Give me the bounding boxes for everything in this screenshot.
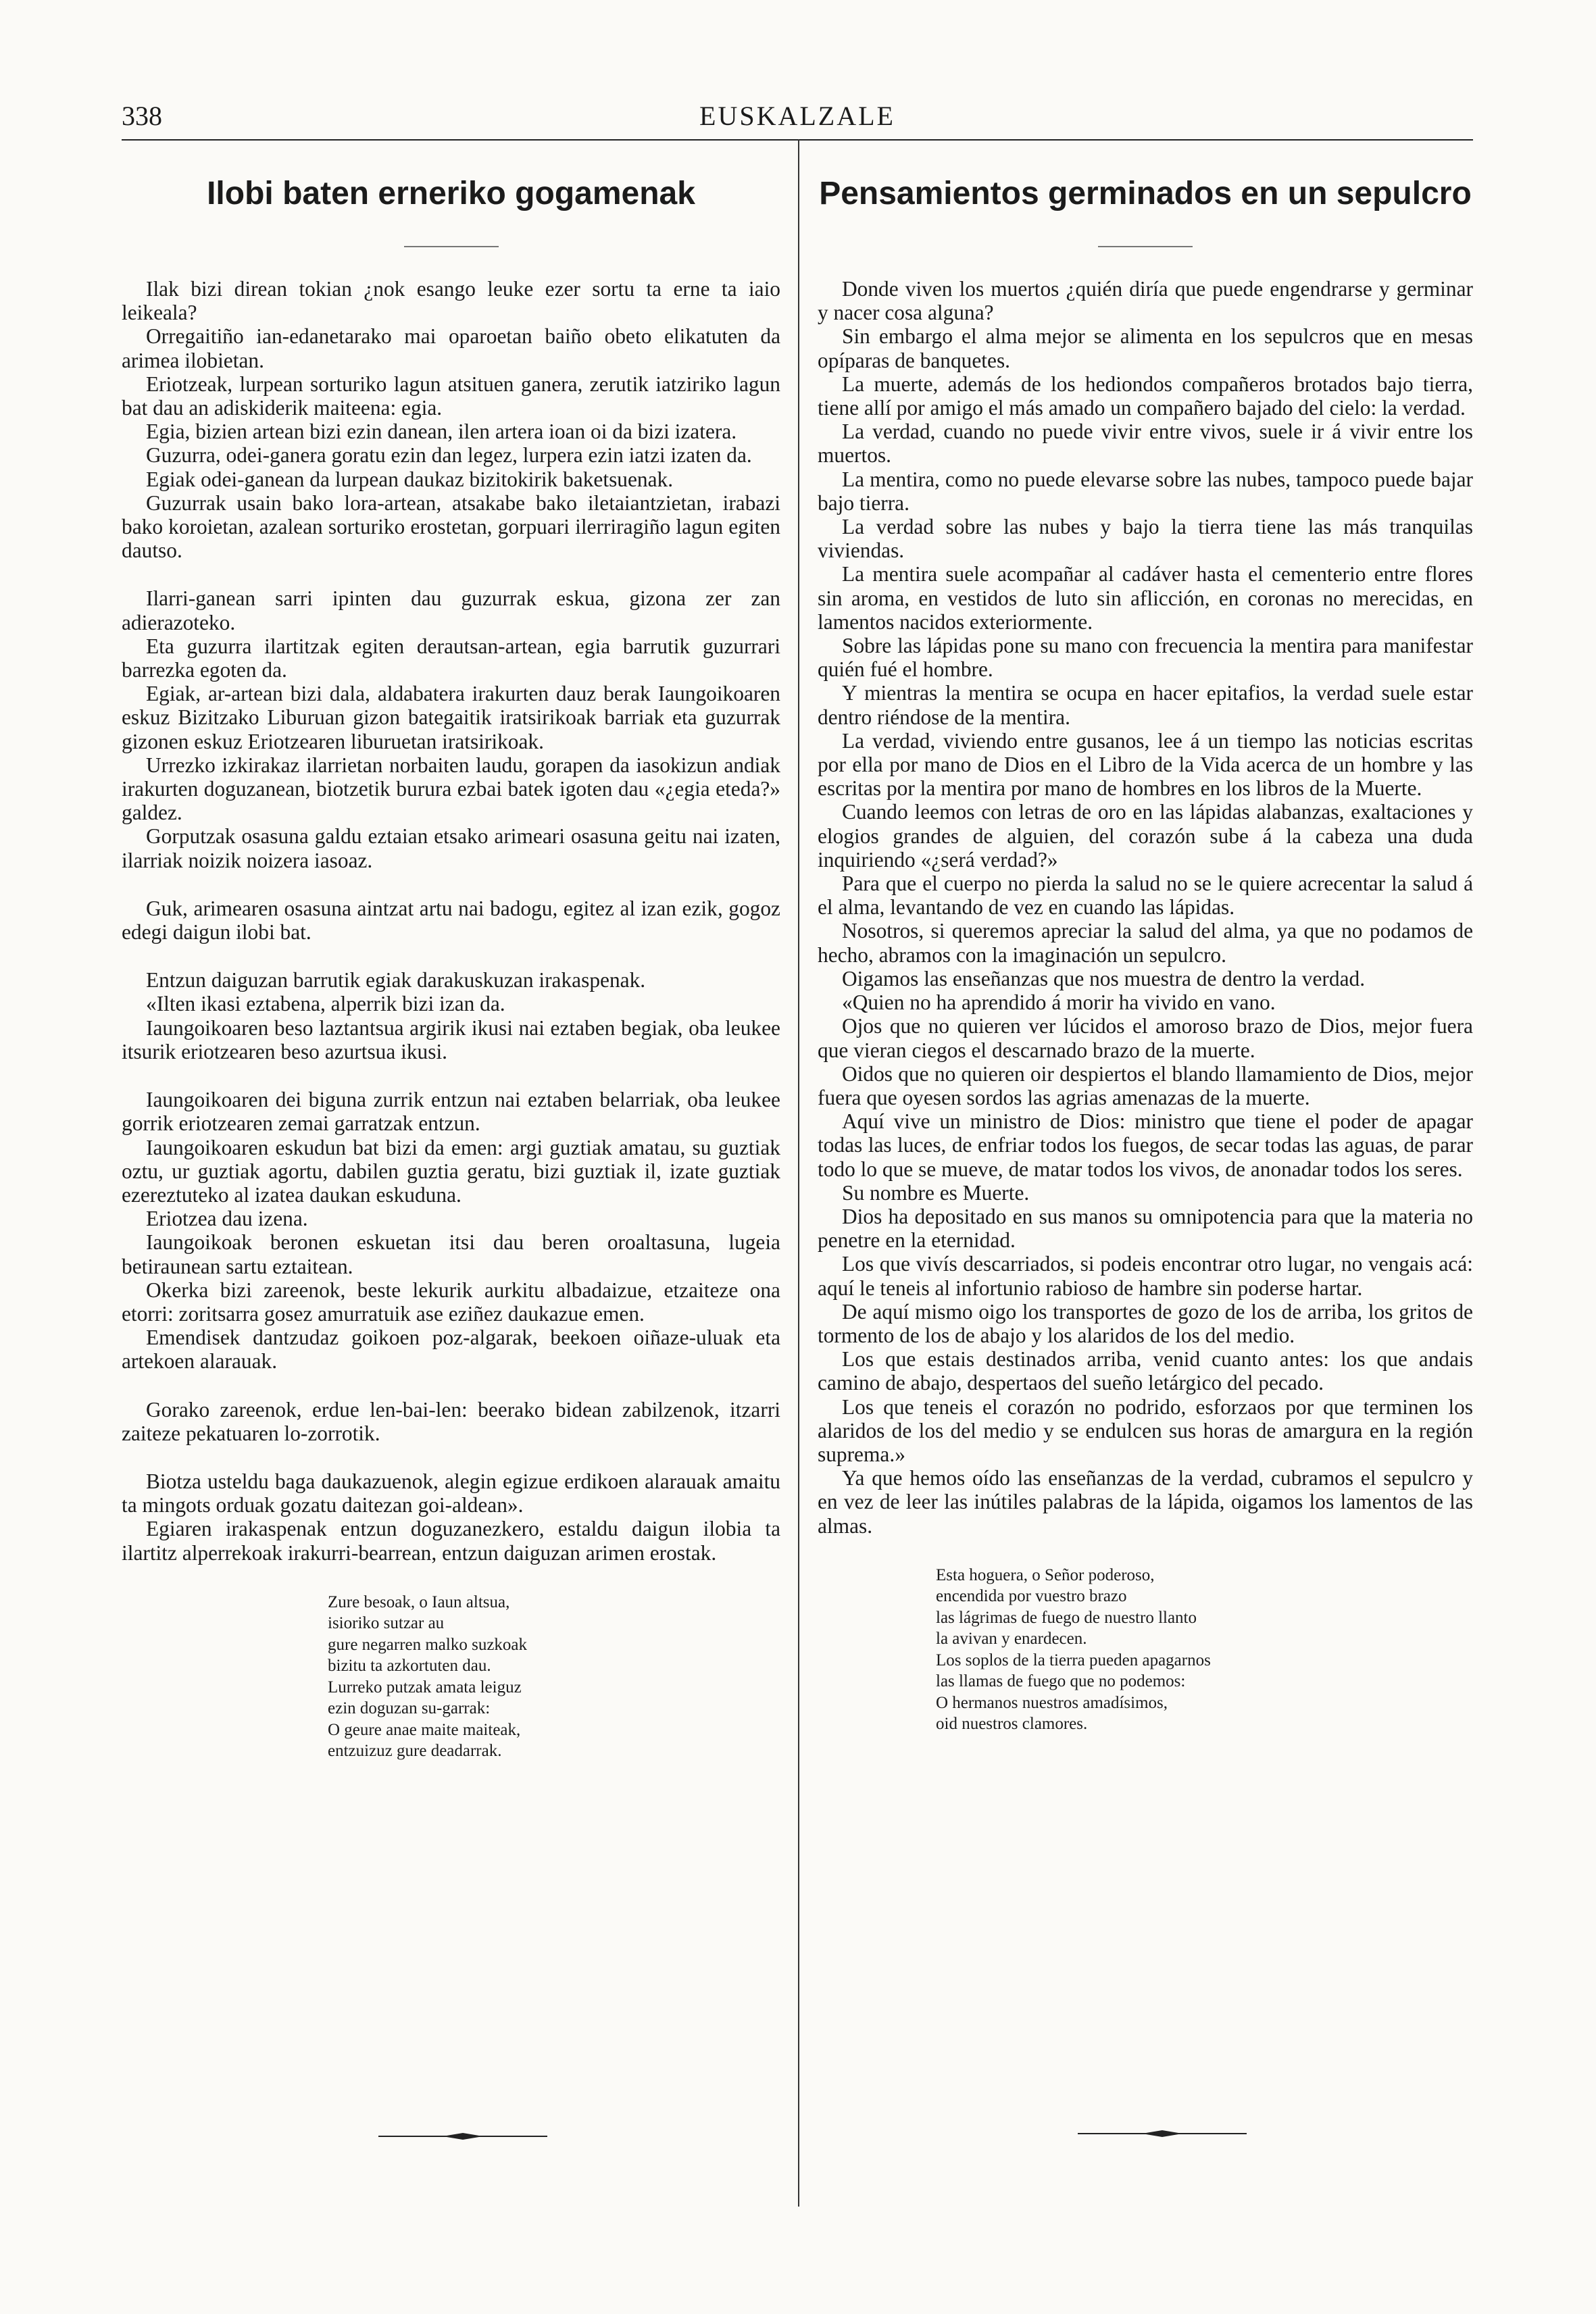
page-number: 338: [122, 101, 162, 131]
paragraph: Ojos que no quieren ver lúcidos el amoroso brazo de Dios, mejor fuera que vieran ciegos el descarnado brazo de la muerte.: [818, 1014, 1473, 1062]
paragraph: La verdad, cuando no puede vivir entre vivos, suele ir á vivir entre los muertos.: [818, 420, 1473, 468]
paragraph: Su nombre es Muerte.: [842, 1180, 1030, 1205]
paragraph: Emendisek dantzudaz goikoen poz-algarak, beekoen oiñaze-uluak eta artekoen alarauak.: [122, 1326, 780, 1374]
paragraph: Egiak odei-ganean da lurpean daukaz bizitokirik baketsuenak.: [146, 467, 674, 491]
paragraph: Sobre las lápidas pone su mano con frecuencia la mentira para manifestar quién fué el hombre.: [818, 634, 1473, 682]
paragraph: Eriotzea dau izena.: [146, 1207, 308, 1231]
paragraph: Iaungoikoaren eskudun bat bizi da emen: argi guztiak amatau, su guztiak oztu, ur guztiak agortu, dabilen guztia geratu, bizi guztiak il, izate guztiak ezereztuteko al izatea daukan eskuduna.: [122, 1135, 780, 1207]
spanish-article-title: Pensamientos germinados en un sepulcro: [819, 176, 1472, 211]
paragraph: Urrezko izkirakaz ilarrietan norbaiten laudu, gorapen da iasokizun andiak irakurten doguzanean, biotzetik burura ezbai batek igoten dau «¿egia eteda?» galdez.: [122, 753, 780, 825]
paragraph: Cuando leemos con letras de oro en las lápidas alabanzas, exaltaciones y elogios grandes de alguien, del corazón sube á la cabeza una duda inquiriendo «¿será verdad?»: [818, 800, 1473, 872]
basque-column: [122, 169, 780, 1762]
paragraph: Ilak bizi direan tokian ¿nok esango leuke ezer sortu ta erne ta iaio leikeala?: [122, 277, 780, 325]
paragraph: «Quien no ha aprendido á morir ha vivido en vano.: [842, 990, 1276, 1015]
title-rule: [1098, 246, 1193, 247]
paragraph: Orregaitiño ian-edanetarako mai oparoetan baiño obeto elikatuten da arimea ilobietan.: [122, 324, 780, 372]
paragraph: Gorako zareenok, erdue len-bai-len: beerako bidean zabilzenok, itzarri zaiteze pekatuaren lo-zorrotik.: [122, 1397, 780, 1445]
spanish-column: [818, 169, 1473, 1735]
paragraph: Egiaren irakaspenak entzun doguzanezkero, estaldu daigun ilobia ta ilartitz alperrekoak irakurri-bearrean, entzun daiguzan arimen erostak.: [122, 1517, 780, 1565]
paragraph: Dios ha depositado en sus manos su omnipotencia para que la materia no penetre en la eternidad.: [818, 1204, 1473, 1253]
paragraph: La verdad, viviendo entre gusanos, lee á un tiempo las noticias escritas por ella por mano de Dios en el Libro de la Vida acerca de un hombre y las escritas por la mentira por mano de hombres en los libros de la Muerte.: [818, 728, 1473, 801]
paragraph: La verdad sobre las nubes y bajo la tierra tiene las más tranquilas viviendas.: [818, 515, 1473, 563]
title-rule: [404, 246, 499, 247]
verse-line: Esta hoguera, o Señor poderoso,: [936, 1565, 1155, 1584]
paragraph: Nosotros, si queremos apreciar la salud del alma, ya que no podamos de hecho, abramos con la imaginación un sepulcro.: [818, 919, 1473, 967]
paragraph: Ya que hemos oído las enseñanzas de la verdad, cubramos el sepulcro y en vez de leer las inútiles palabras de la lápida, oigamos los lamentos de las almas.: [818, 1466, 1473, 1538]
verse-line: la avivan y enardecen.: [936, 1630, 1087, 1649]
spanish-article-body: [818, 277, 1473, 1538]
paragraph: Okerka bizi zareenok, beste lekurik aurkitu albadaizue, etzaiteze ona etorri: zoritsarra gosez amurratuik ase eziñez daukazue emen.: [122, 1278, 780, 1326]
end-ornament: [378, 2130, 547, 2143]
verse-line: O hermanos nuestros amadísimos,: [936, 1693, 1168, 1712]
paragraph: Los que vivís descarriados, si podeis encontrar otro lugar, no vengais acá: aquí le teneis al infortunio rabioso de hambre sin poderse hartar.: [818, 1252, 1473, 1300]
paragraph: Gorputzak osasuna galdu eztaian etsako arimeari osasuna geitu nai izaten, ilarriak noizik noizera iasoaz.: [122, 824, 780, 872]
paragraph: Ilarri-ganean sarri ipinten dau guzurrak eskua, gizona zer zan adierazoteko.: [122, 586, 780, 634]
paragraph: «Ilten ikasi eztabena, alperrik bizi izan da.: [146, 992, 505, 1016]
paragraph: Oigamos las enseñanzas que nos muestra de dentro la verdad.: [842, 966, 1366, 990]
verse-line: las lágrimas de fuego de nuestro llanto: [936, 1608, 1197, 1627]
paragraph: Los que teneis el corazón no podrido, esforzaos por que terminen los alaridos de los del medio y se endulcen sus horas de amargura en la región suprema.»: [818, 1394, 1473, 1466]
paragraph: La mentira, como no puede elevarse sobre las nubes, tampoco puede bajar bajo tierra.: [818, 467, 1473, 515]
paragraph: Sin embargo el alma mejor se alimenta en los sepulcros que en mesas opíparas de banquetes.: [818, 324, 1473, 372]
paragraph: Guzurrak usain bako lora-artean, atsakabe bako iletaiantzietan, irabazi bako koroietan, azalean sorturiko erostetan, gorpuari ilerriragiño lagun egiten dautso.: [122, 491, 780, 563]
verse-line: Zure besoak, o Iaun altsua,: [328, 1592, 510, 1611]
paragraph: Aquí vive un ministro de Dios: ministro que tiene el poder de apagar todas las luces, de enfriar todos los fuegos, de secar todas las aguas, de parar todo lo que se mueve, de matar todos los vivos, de anonadar todos los seres.: [818, 1109, 1473, 1181]
verse-line: entzuizuz gure deadarrak.: [328, 1742, 502, 1761]
paragraph: Iaungoikoaren beso laztantsua argirik ikusi nai eztaben begiak, oba leukee itsurik eriotzearen beso azurtsua ikusi.: [122, 1015, 780, 1063]
paragraph: Iaungoikoaren dei biguna zurrik entzun nai eztaben belarriak, oba leukee gorrik eriotzearen zemai garratzak entzun.: [122, 1088, 780, 1136]
paragraph: La muerte, además de los hediondos compañeros brotados bajo tierra, tiene allí por amigo el más amado un compañero bajado del cielo: la verdad.: [818, 372, 1473, 420]
verse-line: ezin doguzan su-garrak:: [328, 1699, 491, 1718]
verse-line: Los soplos de la tierra pueden apagarnos: [936, 1651, 1211, 1669]
column-divider: [798, 139, 799, 2207]
paragraph: Egiak, ar-artean bizi dala, aldabatera irakurten dauz berak Iaungoikoaren eskuz Bizitzako Liburuan gizon bategaitik iratsirikoak barriak eta guzurrak gizonen eskuz Eriotzearen liburuetan iratsirikoak.: [122, 682, 780, 753]
paragraph: Biotza usteldu baga daukazuenok, alegin egizue erdikoen alarauak amaitu ta mingots orduak gozatu daitezan goi-aldean».: [122, 1469, 780, 1517]
basque-verse: [328, 1592, 780, 1762]
paragraph: Eriotzeak, lurpean sorturiko lagun atsituen ganera, zerutik iatziriko lagun bat dau an adiskiderik maiteena: egia.: [122, 372, 780, 420]
verse-line: bizitu ta azkortuten dau.: [328, 1657, 491, 1676]
basque-article-title: Ilobi baten erneriko gogamenak: [207, 176, 695, 211]
paragraph: Entzun daiguzan barrutik egiak darakuskuzan irakaspenak.: [146, 968, 646, 992]
paragraph: Para que el cuerpo no pierda la salud no se le quiere acrecentar la salud á el alma, levantando de vez en cuando las lápidas.: [818, 872, 1473, 920]
verse-line: encendida por vuestro brazo: [936, 1587, 1127, 1606]
spanish-verse: [936, 1565, 1473, 1735]
verse-line: gure negarren malko suzkoak: [328, 1635, 528, 1654]
verse-line: isioriko sutzar au: [328, 1614, 445, 1633]
header-rule: [122, 139, 1473, 141]
paragraph: Egia, bizien artean bizi ezin danean, ilen artera ioan oi da bizi izatera.: [146, 420, 737, 444]
running-title: EUSKALZALE: [699, 101, 895, 131]
verse-line: Lurreko putzak amata leiguz: [328, 1678, 522, 1696]
paragraph: Iaungoikoak beronen eskuetan itsi dau beren oroaltasuna, lugeia betiraunean sartu eztaitean.: [122, 1230, 780, 1278]
paragraph: De aquí mismo oigo los transportes de gozo de los de arriba, los gritos de tormento de los de abajo y los alaridos de los del medio.: [818, 1299, 1473, 1347]
verse-line: oid nuestros clamores.: [936, 1715, 1088, 1734]
paragraph: La mentira suele acompañar al cadáver hasta el cementerio entre flores sin aroma, en vestidos de luto sin aflicción, en coronas no merecidas, en lamentos nacidos exteriormente.: [818, 562, 1473, 634]
paragraph: Los que estais destinados arriba, venid cuanto antes: los que andais camino de abajo, despertaos del sueño letárgico del pecado.: [818, 1347, 1473, 1395]
page-header: [122, 100, 1473, 141]
verse-line: O geure anae maite maiteak,: [328, 1720, 521, 1739]
paragraph: Donde viven los muertos ¿quién diría que puede engendrarse y germinar y nacer cosa alguna?: [818, 277, 1473, 325]
paragraph: Eta guzurra ilartitzak egiten derautsan-artean, egia barrutik guzurrari barrezka egoten da.: [122, 634, 780, 682]
verse-line: las llamas de fuego que no podemos:: [936, 1672, 1186, 1691]
paragraph: Oidos que no quieren oir despiertos el blando llamamiento de Dios, mejor fuera que oyesen sordos las agrias amenazas de la muerte.: [818, 1061, 1473, 1109]
paragraph: Guzurra, odei-ganera goratu ezin dan legez, lurpera ezin iatzi izaten da.: [146, 443, 752, 468]
basque-article-body: [122, 277, 780, 1565]
end-ornament: [1078, 2127, 1247, 2140]
paragraph: Guk, arimearen osasuna aintzat artu nai badogu, egitez al izan ezik, gogoz edegi daigun ilobi bat.: [122, 896, 780, 945]
paragraph: Y mientras la mentira se ocupa en hacer epitafios, la verdad suele estar dentro riéndose de la mentira.: [818, 681, 1473, 729]
